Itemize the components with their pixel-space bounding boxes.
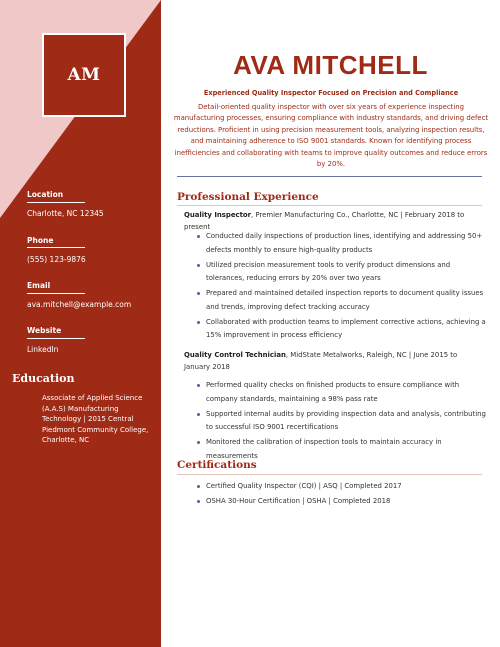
monogram-badge xyxy=(42,33,126,117)
job-bullets xyxy=(198,230,486,344)
location-value: Charlotte, NC 12345 xyxy=(27,209,104,218)
email-value[interactable]: ava.mitchell@example.com xyxy=(27,300,132,309)
job-details: , MidState Metalworks, Raleigh, NC | June 2015 to January 2018 xyxy=(184,351,458,371)
bullet-dot-icon xyxy=(197,264,200,267)
bullet-dot-icon xyxy=(197,384,200,387)
phone-value: (555) 123-9876 xyxy=(27,255,86,264)
website-divider xyxy=(27,338,85,339)
candidate-name: AVA MITCHELL xyxy=(233,50,428,80)
certification-item: OSHA 30-Hour Certification | OSHA | Completed 2018 xyxy=(198,495,486,509)
job-title: Quality Inspector xyxy=(184,211,252,219)
education-heading: Education xyxy=(12,372,75,385)
job-details: , Premier Manufacturing Co., Charlotte, NC | February 2018 to present xyxy=(184,211,465,231)
job-bullet: Supported internal audits by providing inspection data and analysis, contributing to successful ISO 9001 recertifications xyxy=(198,408,486,435)
job-bullet: Conducted daily inspections of production lines, identifying and addressing 50+ defects monthly to ensure high-quality products xyxy=(198,230,486,257)
bullet-dot-icon xyxy=(197,500,200,503)
phone-divider xyxy=(27,247,85,248)
bullet-dot-icon xyxy=(197,485,200,488)
experience-section-title: Professional Experience xyxy=(177,191,319,203)
bullet-dot-icon xyxy=(197,441,200,444)
phone-label: Phone xyxy=(27,236,54,245)
job-bullet: Performed quality checks on finished products to ensure compliance with company standards, maintaining a 98% pass rate xyxy=(198,379,486,406)
experience-section-divider xyxy=(177,205,482,206)
job-bullet: Collaborated with production teams to implement corrective actions, achieving a 15% improvement in process efficiency xyxy=(198,316,486,343)
candidate-tagline: Experienced Quality Inspector Focused on Precision and Compliance xyxy=(203,89,459,97)
certification-item: Certified Quality Inspector (CQI) | ASQ | Completed 2017 xyxy=(198,480,486,494)
education-details: Associate of Applied Science (A.A.S) Manufacturing Technology | 2015 Central Piedmont Community College, Charlotte, NC xyxy=(42,394,149,444)
bullet-dot-icon xyxy=(197,413,200,416)
professional-summary: Detail-oriented quality inspector with over six years of experience inspecting manufacturing processes, ensuring compliance with industry standards, and driving defect reductions. Proficient in using precision measurement tools, analyzing inspection results, and maintaining adherence to ISO 9001 standards. Known for identifying process inefficiencies and collaborating with teams to improve quality outcomes and reduce errors by 20%. xyxy=(173,103,489,169)
job-bullet: Prepared and maintained detailed inspection reports to document quality issues and trends, improving defect tracking accuracy xyxy=(198,287,486,314)
email-label: Email xyxy=(27,281,51,290)
website-link[interactable]: LinkedIn xyxy=(27,345,59,354)
certification-list xyxy=(198,480,486,510)
bullet-dot-icon xyxy=(197,235,200,238)
location-divider xyxy=(27,202,85,203)
bullet-dot-icon xyxy=(197,292,200,295)
email-divider xyxy=(27,293,85,294)
job-bullet: Utilized precision measurement tools to verify product dimensions and tolerances, reducing errors by 20% over two years xyxy=(198,259,486,286)
location-label: Location xyxy=(27,190,64,199)
job-header xyxy=(184,349,484,373)
bullet-dot-icon xyxy=(197,321,200,324)
sidebar xyxy=(0,0,161,647)
job-title: Quality Control Technician xyxy=(184,351,286,359)
job-bullet: Monitored the calibration of inspection tools to maintain accuracy in measurements xyxy=(198,436,486,463)
certifications-section-divider xyxy=(177,474,482,475)
monogram-initials: AM xyxy=(67,65,101,85)
job-bullets xyxy=(198,379,486,465)
summary-divider xyxy=(177,176,482,177)
certifications-section-title: Certifications xyxy=(177,459,257,471)
website-label: Website xyxy=(27,326,62,335)
